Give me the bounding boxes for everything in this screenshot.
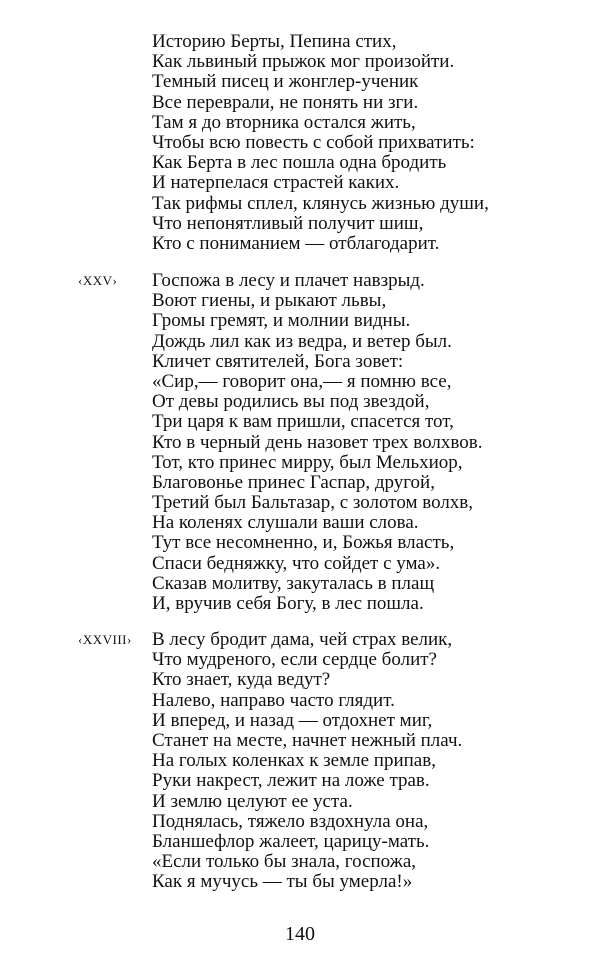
verse-line: Как Берта в лес пошла одна бродить [152, 152, 447, 174]
verse-line: И натерпелася страстей каких. [152, 172, 400, 194]
stanza-marker: ‹XXV› [78, 273, 118, 288]
verse-line: Чтобы всю повесть с собой прихватить: [152, 131, 475, 153]
verse-line: Третий был Бальтазар, с золотом волхв, [152, 492, 474, 514]
verse-line: На коленях слушали ваши слова. [152, 512, 419, 534]
verse-line: Что непонятливый получит шиш, [152, 212, 424, 234]
verse-line: Благовонье принес Гаспар, другой, [152, 471, 435, 493]
verse-line: Все переврали, не понять ни зги. [152, 91, 419, 113]
verse-line: Что мудреного, если сердце болит? [152, 649, 437, 671]
verse-line: И вперед, и назад — отдохнет миг, [152, 709, 433, 731]
page-number: 140 [285, 923, 315, 945]
verse-line: «Сир,— говорит она,— я помню все, [152, 370, 452, 392]
stanza-lines [152, 271, 482, 614]
verse-line: «Если только бы знала, госпожа, [152, 851, 417, 873]
verse-line: Станет на месте, начнет нежный плач. [152, 729, 463, 751]
stanza-lines [152, 630, 462, 892]
verse-line: На голых коленках к земле припав, [152, 750, 436, 772]
verse-line: Так рифмы сплел, клянусь жизнью души, [152, 192, 489, 214]
verse-line: Кто в черный день назовет трех волхвов. [152, 431, 483, 453]
verse-line: Руки накрест, лежит на ложе трав. [152, 770, 430, 792]
verse-line: И землю целуют ее уста. [152, 790, 353, 812]
verse-line: Дождь лил как из ведра, и ветер был. [152, 330, 452, 352]
verse-line: Кто знает, куда ведут? [152, 669, 331, 691]
stanza-lines [152, 32, 489, 254]
verse-line: Тут все несомненно, и, Божья власть, [152, 532, 455, 554]
verse-line: Сказав молитву, закуталась в плащ [152, 572, 435, 594]
verse-line: Тот, кто принес мирру, был Мельхиор, [152, 451, 463, 473]
verse-line: Кто с пониманием — отблагодарит. [152, 232, 440, 254]
stanza-marker: ‹XXVIII› [78, 632, 132, 647]
verse-line: Госпожа в лесу и плачет навзрыд. [152, 270, 425, 291]
verse-line: Воют гиены, и рыкают львы, [152, 290, 387, 312]
verse-line: Налево, направо часто глядит. [152, 689, 395, 711]
verse-line: Там я до вторника остался жить, [152, 111, 416, 133]
verse-line: И, вручив себя Богу, в лес пошла. [152, 593, 424, 614]
verse-line: Три царя к вам пришли, спасется тот, [152, 411, 454, 433]
verse-line: Темный писец и жонглер-ученик [152, 71, 419, 93]
verse-line: Бланшефлор жалеет, царицу-мать. [152, 830, 430, 852]
verse-line: В лесу бродит дама, чей страх велик, [152, 629, 453, 650]
verse-line: Как львиный прыжок мог произойти. [152, 51, 455, 73]
verse-line: Спаси бедняжку, что сойдет с ума». [152, 552, 441, 574]
verse-line: Как я мучусь — ты бы умерла!» [152, 871, 413, 893]
verse-line: Историю Берты, Пепина стих, [152, 31, 397, 52]
verse-line: Поднялась, тяжело вздохнула она, [152, 810, 429, 832]
verse-line: Кличет святителей, Бога зовет: [152, 350, 404, 372]
verse-line: Громы гремят, и молнии видны. [152, 310, 411, 332]
verse-line: От девы родились вы под звездой, [152, 391, 430, 413]
